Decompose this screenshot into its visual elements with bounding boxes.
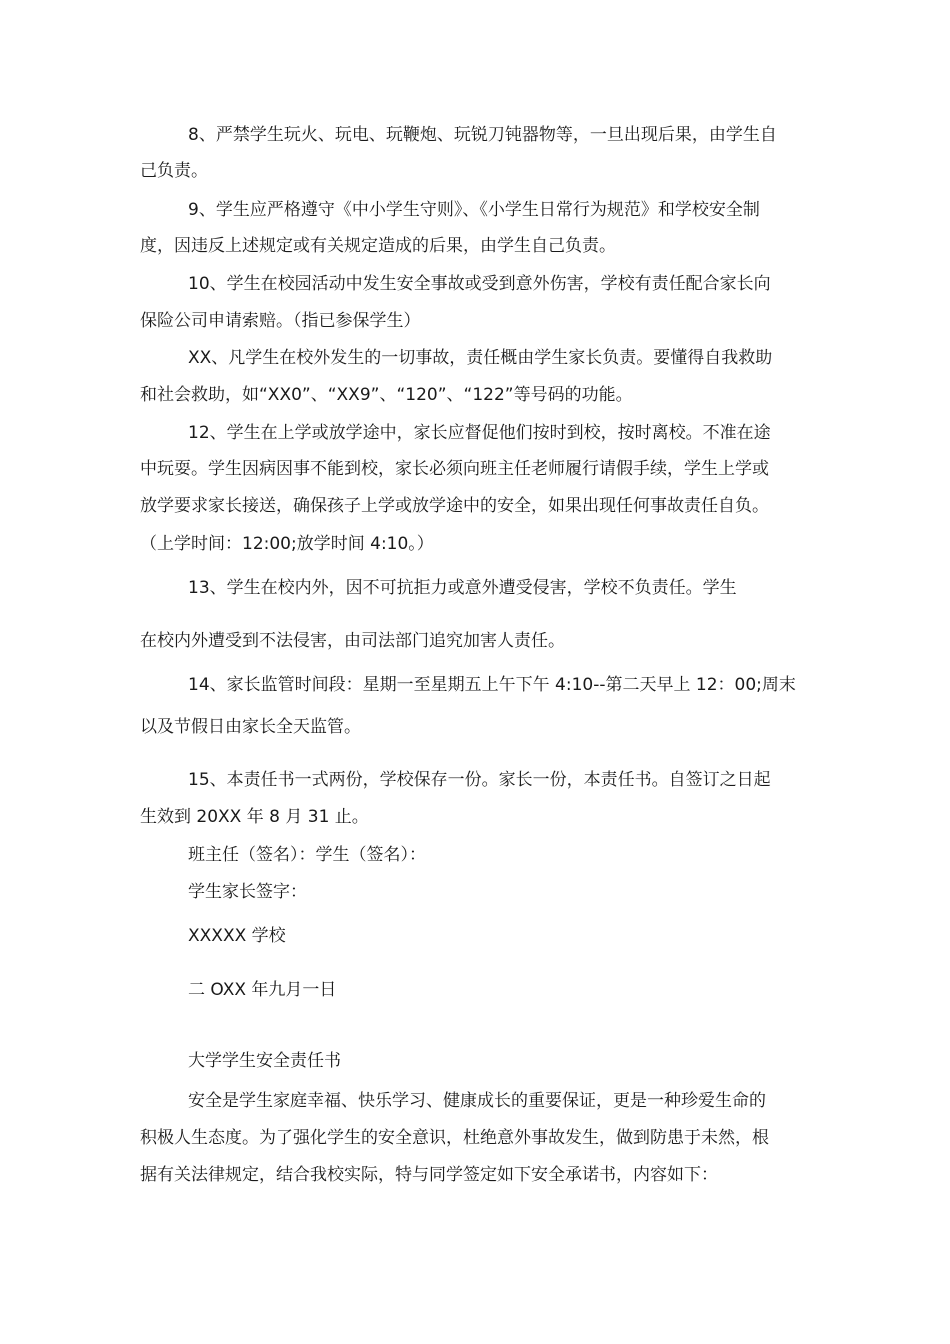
school-name: XXXXX 学校 [188, 926, 286, 946]
paragraph-15-line-1: 15、本责任书一式两份，学校保存一份。家长一份，本责任书。自签订之日起 [188, 770, 771, 790]
paragraph-13-line-1: 13、学生在校内外，因不可抗拒力或意外遭受侵害，学校不负责任。学生 [188, 578, 737, 598]
intro-line-1: 安全是学生家庭幸福、快乐学习、健康成长的重要保证，更是一种珍爱生命的 [188, 1091, 766, 1111]
signature-line-parent: 学生家长签字： [188, 882, 307, 902]
paragraph-13-line-2: 在校内外遭受到不法侵害，由司法部门追究加害人责任。 [140, 631, 565, 651]
document-date: 二 OXX 年九月一日 [188, 980, 337, 1000]
paragraph-10-line-2: 保险公司申请索赔。（指已参保学生） [140, 311, 421, 331]
paragraph-12-line-4: （上学时间：12:00;放学时间 4:10。） [140, 534, 434, 554]
signature-line-teacher-student: 班主任（签名）：学生（签名）： [188, 845, 426, 865]
paragraph-11-line-1: XX、凡学生在校外发生的一切事故，责任概由学生家长负责。要懂得自我救助 [188, 348, 773, 368]
paragraph-8-line-1: 8、严禁学生玩火、玩电、玩鞭炮、玩锐刀钝器物等，一旦出现后果，由学生自 [188, 125, 777, 145]
paragraph-9-line-2: 度，因违反上述规定或有关规定造成的后果，由学生自己负责。 [140, 236, 616, 256]
paragraph-9-line-1: 9、学生应严格遵守《中小学生守则》、《小学生日常行为规范》和学校安全制 [188, 200, 760, 220]
paragraph-14-line-2: 以及节假日由家长全天监管。 [140, 717, 361, 737]
paragraph-12-line-2: 中玩耍。学生因病因事不能到校，家长必须向班主任老师履行请假手续，学生上学或 [140, 459, 769, 479]
paragraph-10-line-1: 10、学生在校园活动中发生安全事故或受到意外伤害，学校有责任配合家长向 [188, 274, 771, 294]
paragraph-8-line-2: 己负责。 [140, 161, 208, 181]
paragraph-14-line-1: 14、家长监管时间段：星期一至星期五上午下午 4:10--第二天早上 12：00;周末 [188, 675, 796, 695]
paragraph-11-line-2: 和社会救助，如“XX0”、“XX9”、“120”、“122”等号码的功能。 [140, 385, 633, 405]
paragraph-15-line-2: 生效到 20XX 年 8 月 31 止。 [140, 807, 369, 827]
section-title: 大学学生安全责任书 [188, 1051, 341, 1071]
paragraph-12-line-3: 放学要求家长接送，确保孩子上学或放学途中的安全，如果出现任何事故责任自负。 [140, 496, 769, 516]
intro-line-2: 积极人生态度。为了强化学生的安全意识，杜绝意外事故发生，做到防患于未然，根 [140, 1128, 769, 1148]
paragraph-12-line-1: 12、学生在上学或放学途中，家长应督促他们按时到校，按时离校。不准在途 [188, 423, 771, 443]
intro-line-3: 据有关法律规定，结合我校实际，特与同学签定如下安全承诺书，内容如下： [140, 1165, 718, 1185]
